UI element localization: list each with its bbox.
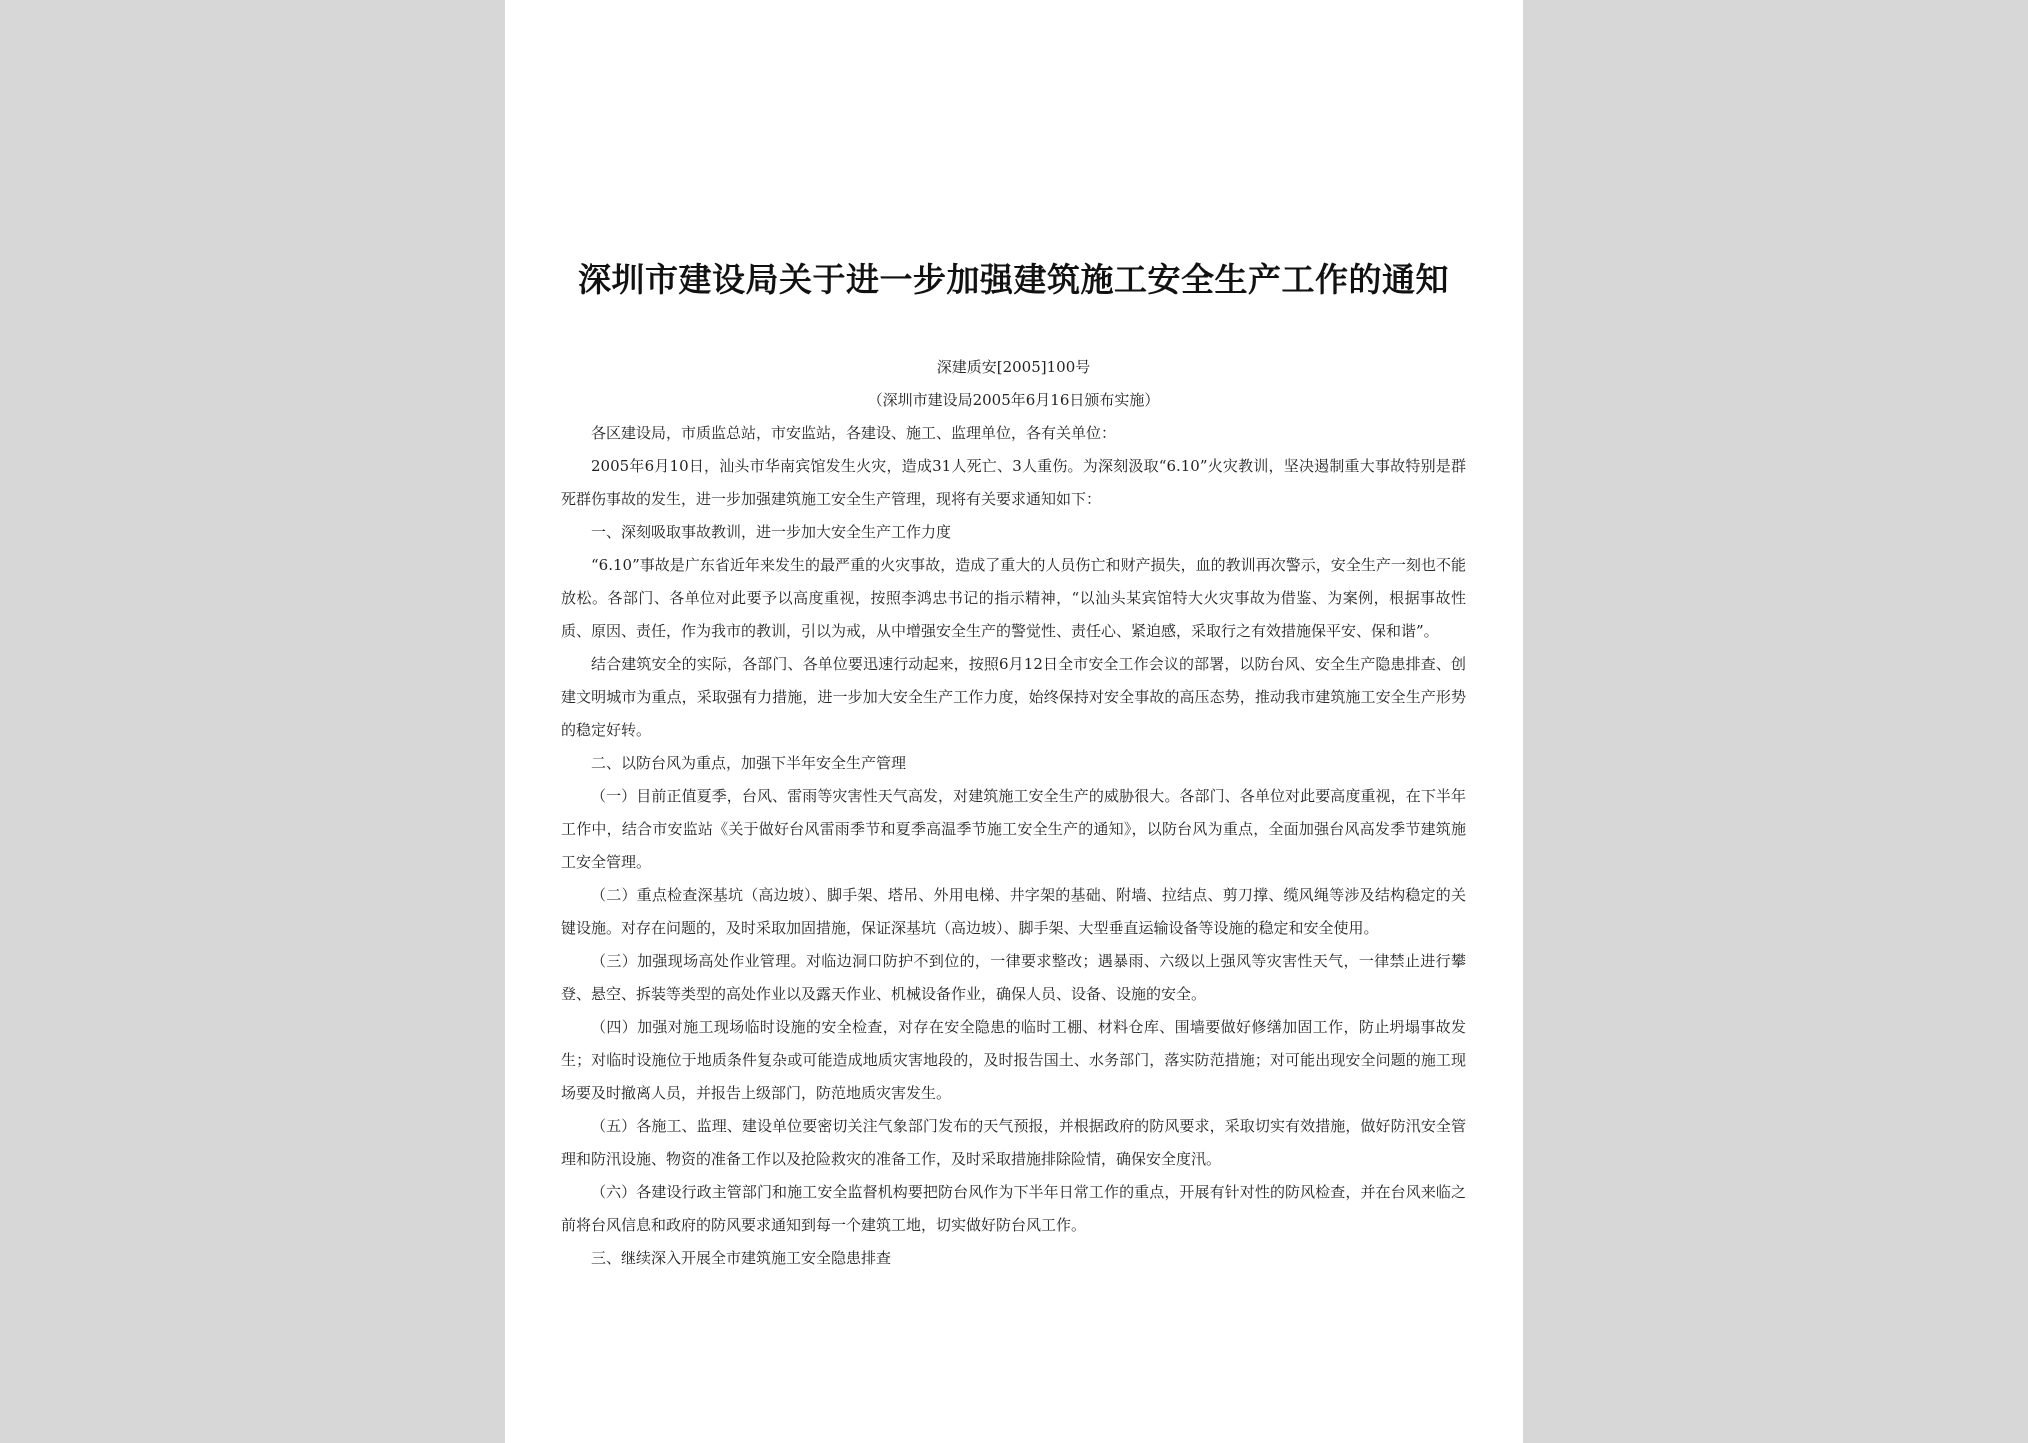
issue-note: （深圳市建设局2005年6月16日颁布实施） [867, 391, 1160, 409]
section-2-heading: 二、以防台风为重点，加强下半年安全生产管理 [591, 754, 907, 772]
section-2-item: （六）各建设行政主管部门和施工安全监督机构要把防台风作为下半年日常工作的重点，开展有针对性的防风检查，并在台风来临之前将台风信息和政府的防风要求通知到每一个建筑工地，切实做好防台风工作。 [561, 1183, 1466, 1234]
section-1-heading: 一、深刻吸取事故教训，进一步加大安全生产工作力度 [591, 523, 952, 541]
intro-paragraph: 2005年6月10日，汕头市华南宾馆发生火灾，造成31人死亡、3人重伤。为深刻汲取“6.10”火灾教训，坚决遏制重大事故特别是群死群伤事故的发生，进一步加强建筑施工安全生产管理，现将有关要求通知如下： [561, 457, 1466, 508]
section-2-item: （二）重点检查深基坑（高边坡）、脚手架、塔吊、外用电梯、井字架的基础、附墙、拉结点、剪刀撑、缆风绳等涉及结构稳定的关键设施。对存在问题的，及时采取加固措施，保证深基坑（高边坡）、脚手架、大型垂直运输设备等设施的稳定和安全使用。 [561, 886, 1466, 937]
document-number: 深建质安[2005]100号 [936, 358, 1091, 376]
document-title: 深圳市建设局关于进一步加强建筑施工安全生产工作的通知 [578, 260, 1449, 299]
section-2-item: （一）目前正值夏季，台风、雷雨等灾害性天气高发，对建筑施工安全生产的威胁很大。各部门、各单位对此要高度重视，在下半年工作中，结合市安监站《关于做好台风雷雨季节和夏季高温季节施工安全生产的通知》，以防台风为重点，全面加强台风高发季节建筑施工安全管理。 [561, 787, 1466, 871]
section-2-item: （四）加强对施工现场临时设施的安全检查，对存在安全隐患的临时工棚、材料仓库、围墙要做好修缮加固工作，防止坍塌事故发生；对临时设施位于地质条件复杂或可能造成地质灾害地段的，及时报告国土、水务部门，落实防范措施；对可能出现安全问题的施工现场要及时撤离人员，并报告上级部门，防范地质灾害发生。 [561, 1018, 1466, 1102]
section-2-item: （五）各施工、监理、建设单位要密切关注气象部门发布的天气预报，并根据政府的防风要求，采取切实有效措施，做好防汛安全管理和防汛设施、物资的准备工作以及抢险救灾的准备工作，及时采取措施排除险情，确保安全度汛。 [561, 1117, 1466, 1168]
document-page [505, 0, 1523, 1443]
salutation: 各区建设局，市质监总站，市安监站，各建设、施工、监理单位，各有关单位： [591, 424, 1117, 442]
section-2-item: （三）加强现场高处作业管理。对临边洞口防护不到位的，一律要求整改；遇暴雨、六级以上强风等灾害性天气，一律禁止进行攀登、悬空、拆装等类型的高处作业以及露天作业、机械设备作业，确保人员、设备、设施的安全。 [561, 952, 1466, 1003]
section-1-paragraph: “6.10”事故是广东省近年来发生的最严重的火灾事故，造成了重大的人员伤亡和财产损失，血的教训再次警示，安全生产一刻也不能放松。各部门、各单位对此要予以高度重视，按照李鸿忠书记的指示精神，“以汕头某宾馆特大火灾事故为借鉴、为案例，根据事故性质、原因、责任，作为我市的教训，引以为戒，从中增强安全生产的警觉性、责任心、紧迫感，采取行之有效措施保平安、保和谐”。 [561, 556, 1466, 640]
section-1-paragraph: 结合建筑安全的实际，各部门、各单位要迅速行动起来，按照6月12日全市安全工作会议的部署，以防台风、安全生产隐患排查、创建文明城市为重点，采取强有力措施，进一步加大安全生产工作力度，始终保持对安全事故的高压态势，推动我市建筑施工安全生产形势的稳定好转。 [561, 655, 1466, 739]
section-3-heading: 三、继续深入开展全市建筑施工安全隐患排查 [591, 1249, 892, 1267]
